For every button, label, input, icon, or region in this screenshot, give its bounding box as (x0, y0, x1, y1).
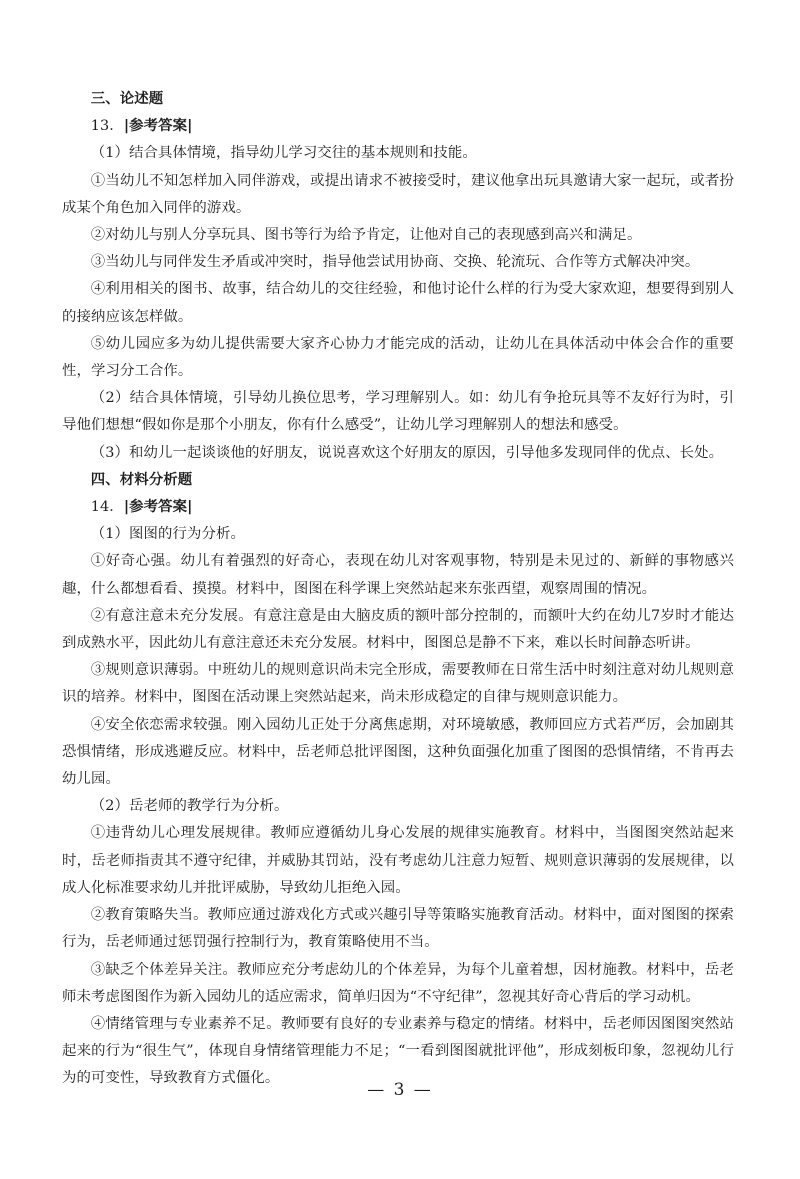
page-number: — 3 — (367, 1080, 433, 1100)
list-item: ④安全依恋需求较强。刚入园幼儿正处于分离焦虑期，对环境敏感，教师回应方式若严厉，会加剧其恐惧情绪，形成逃避反应。材料中，岳老师总批评图图，这种负面强化加重了图图的恐惧情绪，不肯再去幼儿园。 (62, 716, 734, 788)
list-item: ④利用相关的图书、故事，结合幼儿的交往经验，和他讨论什么样的行为受大家欢迎，想要得到别人的接纳应该怎样做。 (62, 281, 734, 325)
list-item: ④情绪管理与专业素养不足。教师要有良好的专业素养与稳定的情绪。材料中，岳老师因图图突然站起来的行为“很生气”，体现自身情绪管理能力不足；“一看到图图就批评他”，形成刻板印象，忽视幼儿行为的可变性，导致教育方式僵化。 (62, 1015, 734, 1087)
list-item: ③缺乏个体差异关注。教师应充分考虑幼儿的个体差异，为每个儿童着想，因材施教。材料中，岳老师未考虑图图作为新入园幼儿的适应需求，简单归因为“不守纪律”，忽视其好奇心背后的学习动机。 (62, 961, 734, 1005)
question-number: 14． (90, 499, 124, 516)
paragraph: （3）和幼儿一起谈谈他的好朋友，说说喜欢这个好朋友的原因，引导他多发现同伴的优点、长处。 (90, 444, 724, 461)
section-heading-material-analysis: 四、材料分析题 (90, 471, 193, 488)
paragraph: （2）结合具体情境，引导幼儿换位思考，学习理解别人。如：幼儿有争抢玩具等不友好行为时，引导他们想想“假如你是那个小朋友，你有什么感受”，让幼儿学习理解别人的想法和感受。 (62, 390, 734, 434)
list-item: ②对幼儿与别人分享玩具、图书等行为给予肯定，让他对自己的表现感到高兴和满足。 (90, 227, 642, 244)
list-item: ⑤幼儿园应多为幼儿提供需要大家齐心协力才能完成的活动，让幼儿在具体活动中体会合作的重要性，学习分工合作。 (62, 335, 734, 380)
section-heading-essay: 三、论述题 (90, 91, 164, 107)
reference-answer-tag: |参考答案| (123, 118, 193, 135)
list-item: ①当幼儿不知怎样加入同伴游戏，或提出请求不被接受时，建议他拿出玩具邀请大家一起玩，或者扮成某个角色加入同伴的游戏。 (62, 172, 734, 216)
list-item: ③规则意识薄弱。中班幼儿的规则意识尚未完全形成，需要教师在日常生活中时刻注意对幼儿规则意识的培养。材料中，图图在活动课上突然站起来，尚未形成稳定的自律与规则意识能力。 (62, 662, 734, 706)
paragraph: （2）岳老师的教学行为分析。 (90, 798, 289, 815)
question-number: 13． (90, 118, 124, 135)
question-14-header (62, 494, 734, 521)
list-item: ②有意注意未充分发展。有意注意是由大脑皮质的额叶部分控制的，而额叶大约在幼儿7岁时才能达到成熟水平，因此幼儿有意注意还未充分发展。材料中，图图总是静不下来，难以长时间静态听讲。 (62, 607, 734, 652)
list-item: ③当幼儿与同伴发生矛盾或冲突时，指导他尝试用协商、交换、轮流玩、合作等方式解决冲突。 (90, 254, 700, 271)
reference-answer-tag: |参考答案| (123, 499, 193, 516)
paragraph: （1）图图的行为分析。 (90, 526, 245, 543)
question-13-header (62, 113, 734, 140)
paragraph: （1）结合具体情境，指导幼儿学习交往的基本规则和技能。 (90, 145, 477, 162)
list-item: ①违背幼儿心理发展规律。教师应遵循幼儿身心发展的规律实施教育。材料中，当图图突然站起来时，岳老师指责其不遵守纪律，并威胁其罚站，没有考虑幼儿注意力短暂、规则意识薄弱的发展规律，以成人化标准要求幼儿并批评威胁，导致幼儿拒绝入园。 (62, 825, 734, 896)
list-item: ②教育策略失当。教师应通过游戏化方式或兴趣引导等策略实施教育活动。材料中，面对图图的探索行为，岳老师通过惩罚强行控制行为，教育策略使用不当。 (62, 907, 734, 951)
list-item: ①好奇心强。幼儿有着强烈的好奇心，表现在幼儿对客观事物，特别是未见过的、新鲜的事物感兴趣，什么都想看看、摸摸。材料中，图图在科学课上突然站起来东张西望，观察周围的情况。 (62, 553, 734, 597)
answer-content (62, 86, 734, 1093)
